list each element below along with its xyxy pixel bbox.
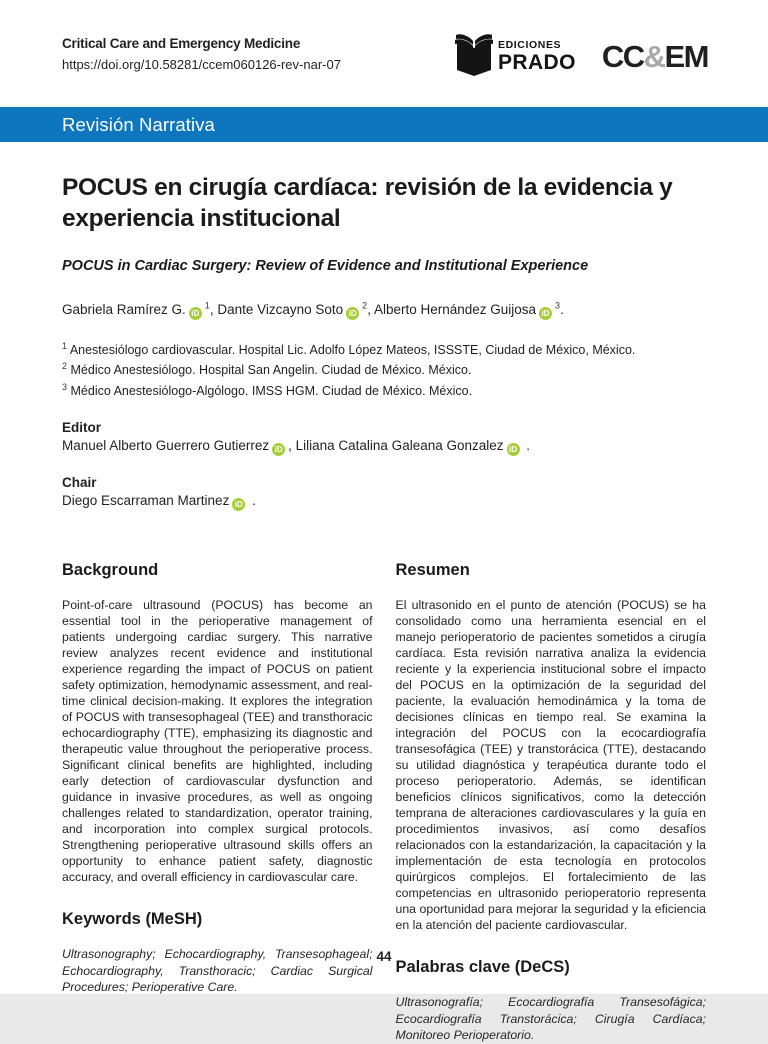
article-type-banner (0, 107, 768, 142)
affiliation-line (62, 381, 706, 402)
masthead-left (62, 36, 341, 74)
author-affiliation-sup: 1 (204, 300, 210, 311)
chair-names (62, 493, 706, 511)
journal-name: Critical Care and Emergency Medicine (62, 36, 301, 51)
orcid-icon[interactable]: iD (539, 307, 552, 320)
editor-separator: . (522, 438, 531, 454)
author-separator: , (209, 301, 218, 317)
abstract-english (62, 561, 373, 1043)
affiliation-line (62, 340, 706, 361)
author-separator: . (560, 301, 564, 317)
article-title: POCUS en cirugía cardíaca: revisión de la evidencia y experiencia institucional (62, 174, 673, 233)
author-separator: , (367, 301, 374, 317)
affiliation-sup: 3 (62, 381, 68, 392)
publisher-line1: EDICIONES (497, 38, 562, 51)
background-heading: Background (62, 561, 159, 580)
author-name: Dante Vizcayno Soto (217, 301, 344, 317)
logo-ampersand: & (643, 38, 665, 74)
doi-link[interactable]: https://doi.org/10.58281/ccem060126-rev-nar-07 (62, 57, 341, 72)
affiliation-text: Médico Anestesiólogo. Hospital San Angelin. Ciudad de México. México. (70, 363, 472, 378)
author-name: Alberto Hernández Guijosa (373, 301, 537, 317)
logo-em: EM (664, 38, 708, 74)
masthead (0, 0, 768, 81)
author-affiliation-sup: 3 (555, 300, 561, 311)
background-body: Point-of-care ultrasound (POCUS) has become an essential tool in the perioperative management of patients undergoing cardiac surgery. This narrative review analyzes recent evidence and institutional experience regarding the impact of POCUS on patient safety optimization, hemodynamic assessment, and real-time clinical decision-making. It explores the integration of POCUS with transesophageal (TEE) and transthoracic echocardiography (TTE), emphasizing its diagnostic and therapeutic value throughout the perioperative process. Significant clinical benefits are highlighted, including early detection of cardiovascular dysfunction and guidance in invasive procedures, as well as ongoing challenges related to standardization, operator training, and incorporation into complex surgical protocols. Strengthening perioperative ultrasound skills offers an opportunity to enhance patient safety, diagnostic accuracy, and overall efficiency in cardiovascular care. (62, 598, 373, 885)
resumen-body: El ultrasonido en el punto de atención (POCUS) se ha consolidado como una herramienta esencial en el manejo perioperatorio de pacientes sometidos a cirugía cardíaca. Esta revisión narrativa analiza la evidencia reciente y la experiencia institucional sobre el impacto del POCUS en la optimización de la seguridad del paciente, la evaluación hemodinámica y la toma de decisiones clínicas en tiempo real. Se examina la integración del POCUS con la ecocardiografía transesofágica (TEE) y transtorácica (TTE), destacando su utilidad diagnóstica y terapéutica durante todo el proceso perioperatorio. Además, se identifican beneficios clínicos significativos, como la detección temprana de alteraciones cardiovasculares y la guía en procedimientos invasivos, así como desafíos relacionados con la estandarización, la capacitación y la implementación de esta tecnología en protocolos quirúrgicos complejos. El fortalecimiento de las competencias en ultrasonido perioperatorio representa una oportunidad para mejorar la seguridad y la eficiencia en la atención del paciente cardiovascular. (395, 598, 706, 932)
affiliation-line (62, 360, 706, 381)
author-affiliation-sup: 2 (362, 300, 368, 311)
chair-label: Chair (62, 475, 97, 491)
chair-separator: . (248, 493, 256, 509)
authors-line (62, 300, 706, 320)
chair-block (62, 475, 706, 511)
article-content (0, 172, 768, 1044)
palabras-clave-text: Ultrasonografía; Ecocardiografía Transesofágica; Ecocardiografía Transtorácica; Cirugía Cardíaca; Monitoreo Perioperatorio. (395, 994, 706, 1043)
journal-logo-ccem (602, 39, 708, 75)
orcid-icon[interactable]: iD (272, 443, 285, 456)
article-title-english: POCUS in Cardiac Surgery: Review of Evidence and Institutional Experience (62, 258, 589, 275)
orcid-icon[interactable]: iD (232, 498, 245, 511)
editor-names (62, 438, 706, 456)
article-type-label: Revisión Narrativa (62, 113, 215, 135)
affiliation-text: Médico Anestesiólogo-Algólogo. IMSS HGM. Ciudad de México. México. (70, 383, 473, 398)
editor-label: Editor (62, 420, 101, 436)
palabras-clave-heading: Palabras clave (DeCS) (395, 957, 570, 976)
chair-name: Diego Escarraman Martinez (62, 493, 230, 509)
keywords-mesh-heading: Keywords (MeSH) (62, 910, 203, 929)
abstract-columns (62, 561, 706, 1043)
editor-name: Manuel Alberto Guerrero Gutierrez (62, 438, 270, 454)
author (217, 302, 374, 317)
book-icon (455, 32, 493, 81)
publisher-line2: PRADO (497, 51, 576, 75)
abstract-spanish (396, 561, 707, 1043)
orcid-icon[interactable]: iD (346, 307, 359, 320)
page-number: 44 (376, 949, 392, 964)
editor-name: Liliana Catalina Galeana Gonzalez (295, 438, 504, 454)
affiliation-sup: 2 (62, 361, 68, 372)
masthead-right (455, 32, 708, 81)
logo-cc: CC (601, 38, 644, 74)
publisher-name (498, 40, 576, 74)
page-footer (0, 948, 768, 966)
publisher-logo (455, 32, 576, 81)
author (62, 302, 217, 317)
affiliations (62, 340, 706, 402)
orcid-icon[interactable]: iD (189, 307, 202, 320)
keywords-mesh-text: Ultrasonography; Echocardiography, Transesophageal; Echocardiography, Transthoracic; Cardiac Surgical Procedures; Perioperative Care. (62, 947, 373, 995)
affiliation-sup: 1 (62, 340, 68, 351)
author-name: Gabriela Ramírez G. (62, 301, 186, 317)
editor-separator: , (288, 438, 296, 454)
author (374, 302, 564, 317)
resumen-heading: Resumen (395, 561, 470, 580)
affiliation-text: Anestesiólogo cardiovascular. Hospital Lic. Adolfo López Mateos, ISSSTE, Ciudad de México, México. (69, 342, 636, 357)
orcid-icon[interactable]: iD (507, 443, 520, 456)
editor-block (62, 420, 706, 456)
